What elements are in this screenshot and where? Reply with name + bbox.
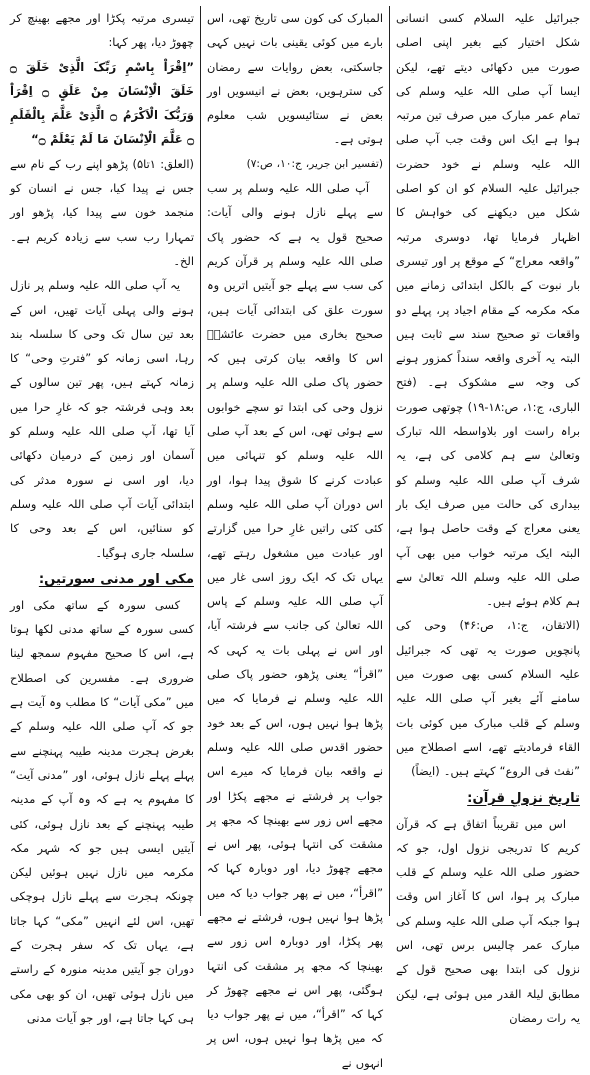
right-column (390, 6, 581, 1025)
paragraph-translation: (العلق: ۱تا۵) پڑھو اپنے رب کے نام سے جس نے پیدا کیا، جس نے انسان کو منجمد خون سے پیدا کیا، پڑھو اور تمہارا رب سب سے زیادہ کریم ہے۔ الخ۔ (10, 156, 194, 268)
paragraph-fifth-form: (الاتقان، ج:۱، ص:۴۶) وحی کی پانچویں صورت یہ تھی کہ جبرائیل علیہ السلام کسی بھی صورت میں سامنے آئے بغیر آپ صلی اللہ علیہ وسلم کے قلب مبارک میں کوئی بات القاء فرمادیتے تھے، اسے اصطلاح میں ”نفث فی الروع“ کہتے ہیں۔ (ایضاً) (396, 618, 581, 779)
paragraph-makki-madani-definition: کسی سورہ کے ساتھ مکی اور کسی سورہ کے ساتھ مدنی لکھا ہوتا ہے، اس کا صحیح مفہوم سمجھ لینا ضروری ہے۔ مفسرین کی اصطلاح میں ”مکی آیات“ کا مطلب وہ آیت ہے جو کہ آپ صلی اللہ علیہ وسلم کے بغرض ہجرت مدینہ طیبہ پہنچنے سے پہلے پہلے نازل ہوئی، اور ”مدنی آیت“ کا مفہوم یہ ہے کہ وہ آپ کے مدینہ طیبہ پہنچنے کے بعد نازل ہوئی، کئی آیتیں ایسی ہیں جو کہ شہر مکہ مکرمہ میں نازل نہیں ہوئیں لیکن چونکہ ہجرت سے پہلے نازل ہوچکی تھیں، اس لئے انہیں ”مکی“ کہا جاتا ہے، یہاں تک کہ سفر ہجرت کے دوران جو آیتیں مدینہ منورہ کے راستے میں نازل ہوئی تھیں، ان کو بھی مکی ہی کہا جاتا ہے، اور جو آیات مدنی (10, 597, 194, 1025)
reference-tafsir-ibn-jarir: (تفسیر ابن جریر، ج:۱۰، ص:۷) (246, 157, 383, 170)
paragraph-jibril-forms: جبرائیل علیہ السلام کسی انسانی شکل اختیار کیے بغیر اپنی اصلی صورت میں دکھائی دیتے تھے، لیکن ایسا آپ صلی اللہ علیہ وسلم کی تمام عمر مبارک میں صرف تین مرتبہ ہوا ہے ایک اس وقت جب آپ صلی اللہ علیہ وسلم نے خود حضرت جبرائیل علیہ السلام کو ان کو اصلی شکل میں دیکھنے کی خواہش کا اظہار فرمایا تھا، دوسری مرتبہ ”واقعہ معراج“ کے موقع پر اور تیسری بار نبوت کے بالکل ابتدائی زمانے میں مکہ مکرمہ کے مقام اجیاد پر، پہلے دو واقعات تو صحیح سند سے ثابت ہیں البتہ یہ آخری واقعہ سنداً کمزور ہونے کی وجہ سے مشکوک ہے۔ (فتح الباری، ج:۱، ص:۱۸-۱۹) چوتھی صورت براہ راست اور بلاواسطہ اللہ تبارک وتعالیٰ سے ہم کلامی کی ہے، یہ شرف آپ صلی اللہ علیہ وسلم کو بیداری کی حالت میں صرف ایک بار یعنی معراج کے وقت حاصل ہوا ہے، البتہ ایک مرتبہ خواب میں بھی آپ صلی اللہ علیہ وسلم اللہ تعالیٰ سے ہم کلام ہوئے ہیں۔ (396, 11, 581, 609)
middle-column (200, 6, 390, 1070)
paragraph-third-time: تیسری مرتبہ پکڑا اور مجھے بھینچ کر چھوڑ دیا، پھر کہا: (10, 11, 194, 50)
paragraph-fatrat-wahi: یہ آپ صلی اللہ علیہ وسلم پر نازل ہونے والی پہلی آیات تھیں، اس کے بعد تین سال تک وحی کا سلسلہ بند رہا، اسی زمانہ کو ”فترتِ وحی“ کا زمانہ کہتے ہیں، پھر تین سالوں کے بعد وہی فرشتہ جو کہ غارِ حرا میں آیا تھا، آپ صلی اللہ علیہ وسلم کو آسمان اور زمین کے درمیان دکھائی دیا، اور اسی نے سورہ مدثر کی ابتدائی آیات آپ صلی اللہ علیہ وسلم کو سنائیں، اس کے بعد وحی کا سلسلہ جاری ہوگیا۔ (10, 278, 194, 560)
section-heading-makki-madani: مکی اور مدنی سورتیں: (38, 571, 194, 587)
paragraph-ramadan-date: المبارک کی کون سی تاریخ تھی، اس بارے میں کوئی یقینی بات نہیں کہی جاسکتی، بعض روایات سے رمضان کی سترہویں، بعض نے انیسویں اور بعض نے ستائیسویں شب معلوم ہوتی ہے۔ (207, 11, 383, 147)
paragraph-first-verses: آپ صلی اللہ علیہ وسلم پر سب سے پہلے نازل ہونے والی آیات: صحیح قول یہ ہے کہ حضور پاک صلی اللہ علیہ وسلم پر قرآن کریم کی سب سے پہلے جو آیتیں اتریں وہ سورت علق کی ابتدائی آیات ہیں، صحیح بخاری میں حضرت عائشہؓ اس کا واقعہ بیان کرتی ہیں کہ حضور پاک صلی اللہ علیہ وسلم پر نزول وحی کی ابتدا تو سچے خوابوں سے ہوئی تھی، اس کے بعد آپ صلی اللہ علیہ وسلم کو تنہائی میں عبادت کرنے کا شوق پیدا ہوا، اور اس دوران آپ صلی اللہ علیہ وسلم کئی کئی راتیں غارِ حرا میں گزارتے اور عبادت میں مشغول رہتے تھے، یہاں تک کہ ایک روز اسی غار میں آپ صلی اللہ علیہ وسلم کے پاس اللہ تعالیٰ کی جانب سے فرشتہ آیا، اور اس نے پہلی بات یہ کہی کہ ”اقرأ“ یعنی پڑھو، حضور پاک صلی اللہ علیہ وسلم نے فرمایا کہ میں پڑھا ہوا نہیں ہوں، اس کے بعد خود حضور اقدس صلی اللہ علیہ وسلم نے واقعہ بیان فرمایا کہ میرے اس جواب پر فرشتے نے مجھے پکڑا اور مجھے اس زور سے بھینچا کہ مجھ پر مشقت کی انتہا ہوئی، پھر اس نے مجھے چھوڑ دیا، اور دوبارہ کہا کہ ”اقرأ“، میں نے پھر جواب دیا کہ میں پڑھا ہوا نہیں ہوں، فرشتے نے مجھے پھر پکڑا، اور دوبارہ اس زور سے بھینچا کہ مجھ پر مشقت کی انتہا ہوگئی، پھر اس نے مجھے چھوڑ کر کہا کہ ”اقرأ“، میں نے پھر جواب دیا کہ میں پڑھا ہوا نہیں ہوں، اس پر انہوں نے (207, 181, 383, 1070)
left-column (10, 6, 200, 1025)
section-heading-history-of-revelation: تاریخ نزولِ قرآن: (467, 790, 580, 806)
paragraph-revelation-start: اس میں تقریباً اتفاق ہے کہ قرآن کریم کا تدریجی نزول اول، جو کہ حضور صلی اللہ علیہ وسلم کے قلب مبارک پر ہوا، اس کا آغاز اس وقت ہوا جبکہ آپ صلی اللہ علیہ وسلم کی مبارک عمر چالیس برس تھی، اس نزول کی ابتدا بھی صحیح قول کے مطابق لیلۃ القدر میں ہوئی ہے، لیکن یہ رات رمضان (396, 816, 580, 1025)
arabic-verses-surah-alaq: ”اِقْرَاْ بِاسْمِ رَبِّکَ الَّذِیْ خَلَقَ ۝ خَلَقَ الْاِنْسَانَ مِنْ عَلَقٍ ۝ اِقْرَاْ وَرَبُّکَ الْاَکْرَمُ ۝ الَّذِیْ عَلَّمَ بِالْقَلَمِ ۝ عَلَّمَ الْاِنْسَانَ مَا لَمْ یَعْلَمْ ۝“ (10, 59, 195, 147)
